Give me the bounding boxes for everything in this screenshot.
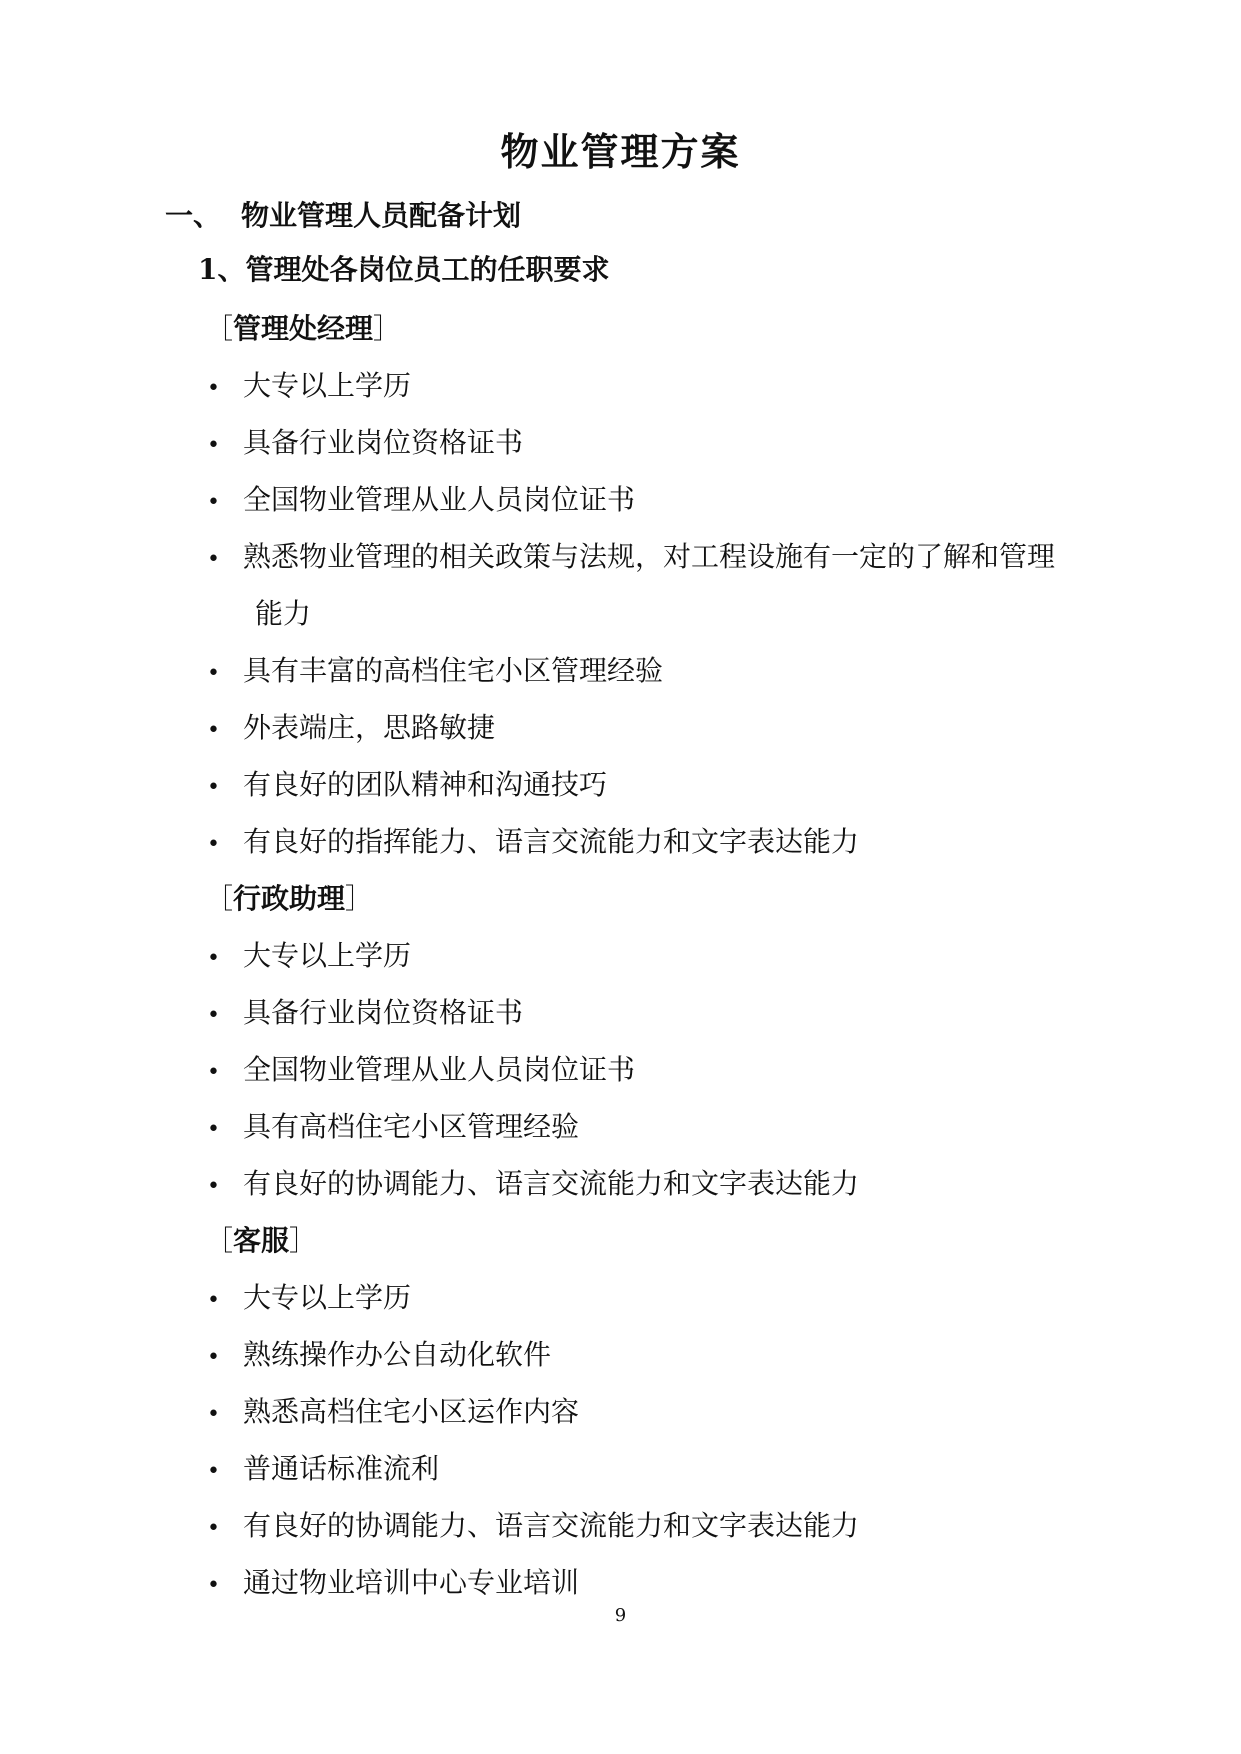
section-number: 一、 xyxy=(165,199,222,232)
subsection-heading: 1、管理处各岗位员工的任职要求 xyxy=(198,253,610,286)
list-item-text: 全国物业管理从业人员岗位证书 xyxy=(243,1053,636,1086)
list-item xyxy=(205,756,1105,813)
list-item-text: 有良好的团队精神和沟通技巧 xyxy=(243,768,608,801)
list-item xyxy=(205,699,1105,756)
list-item xyxy=(205,927,1105,984)
list-item-text: 熟悉高档住宅小区运作内容 xyxy=(243,1395,580,1428)
bullet-icon: • xyxy=(207,1459,220,1484)
list-item xyxy=(205,642,1105,699)
section-heading xyxy=(165,196,521,236)
list-item-text: 通过物业培训中心专业培训 xyxy=(243,1566,580,1599)
list-item xyxy=(205,414,1105,471)
role-heading xyxy=(205,1212,1105,1269)
page-number: 9 xyxy=(614,1605,627,1626)
bullet-icon: • xyxy=(207,547,220,572)
list-item-text: 具有丰富的高档住宅小区管理经验 xyxy=(243,654,664,687)
list-item xyxy=(205,1098,1105,1155)
list-item-text: 大专以上学历 xyxy=(243,939,412,972)
bullet-icon: • xyxy=(207,490,220,515)
bullet-icon: • xyxy=(207,1003,220,1028)
bullet-icon: • xyxy=(207,1288,220,1313)
list-item xyxy=(205,1269,1105,1326)
bullet-icon: • xyxy=(207,1117,220,1142)
role-heading xyxy=(205,300,1105,357)
bullet-icon: • xyxy=(207,718,220,743)
close-bracket: ］ xyxy=(289,1224,318,1257)
list-item xyxy=(205,1497,1105,1554)
bullet-icon: • xyxy=(207,1060,220,1085)
list-item xyxy=(205,1554,1105,1611)
bullet-icon: • xyxy=(207,1573,220,1598)
list-item-continuation: 能力 xyxy=(255,597,312,630)
list-item-text: 有良好的协调能力、语言交流能力和文字表达能力 xyxy=(243,1509,860,1542)
list-item xyxy=(205,813,1105,870)
list-item-text: 大专以上学历 xyxy=(243,1281,412,1314)
list-item-text: 熟练操作办公自动化软件 xyxy=(243,1338,552,1371)
role-heading xyxy=(205,870,1105,927)
bullet-icon: • xyxy=(207,661,220,686)
close-bracket: ］ xyxy=(345,882,374,915)
role-name: 管理处经理 xyxy=(233,312,374,345)
bullet-icon: • xyxy=(207,1516,220,1541)
list-item-text: 具备行业岗位资格证书 xyxy=(243,426,524,459)
page-title: 物业管理方案 xyxy=(500,129,741,174)
open-bracket: ［ xyxy=(205,1224,234,1257)
list-item-text: 熟悉物业管理的相关政策与法规，对工程设施有一定的了解和管理 xyxy=(243,540,1056,573)
list-item-text: 有良好的协调能力、语言交流能力和文字表达能力 xyxy=(243,1167,860,1200)
list-item xyxy=(205,984,1105,1041)
bullet-icon: • xyxy=(207,433,220,458)
open-bracket: ［ xyxy=(205,882,234,915)
list-item-text: 大专以上学历 xyxy=(243,369,412,402)
list-item xyxy=(205,1041,1105,1098)
list-item-text: 有良好的指挥能力、语言交流能力和文字表达能力 xyxy=(243,825,860,858)
list-item xyxy=(205,471,1105,528)
bullet-icon: • xyxy=(207,1402,220,1427)
role-name: 客服 xyxy=(233,1224,290,1257)
list-item xyxy=(205,357,1105,414)
close-bracket: ］ xyxy=(373,312,402,345)
bullet-icon: • xyxy=(207,1174,220,1199)
list-item xyxy=(205,1440,1105,1497)
bullet-icon: • xyxy=(207,376,220,401)
list-item xyxy=(205,528,1105,642)
list-item-text: 普通话标准流利 xyxy=(243,1452,440,1485)
section-title: 物业管理人员配备计划 xyxy=(241,199,522,232)
requirements-list xyxy=(205,300,1105,1611)
bullet-icon: • xyxy=(207,1345,220,1370)
role-name: 行政助理 xyxy=(233,882,346,915)
list-item xyxy=(205,1383,1105,1440)
list-item-text: 全国物业管理从业人员岗位证书 xyxy=(243,483,636,516)
bullet-icon: • xyxy=(207,832,220,857)
open-bracket: ［ xyxy=(205,312,234,345)
list-item xyxy=(205,1155,1105,1212)
list-item-text: 外表端庄，思路敏捷 xyxy=(243,711,496,744)
list-item xyxy=(205,1326,1105,1383)
bullet-icon: • xyxy=(207,946,220,971)
bullet-icon: • xyxy=(207,775,220,800)
list-item-text: 具有高档住宅小区管理经验 xyxy=(243,1110,580,1143)
list-item-text: 具备行业岗位资格证书 xyxy=(243,996,524,1029)
